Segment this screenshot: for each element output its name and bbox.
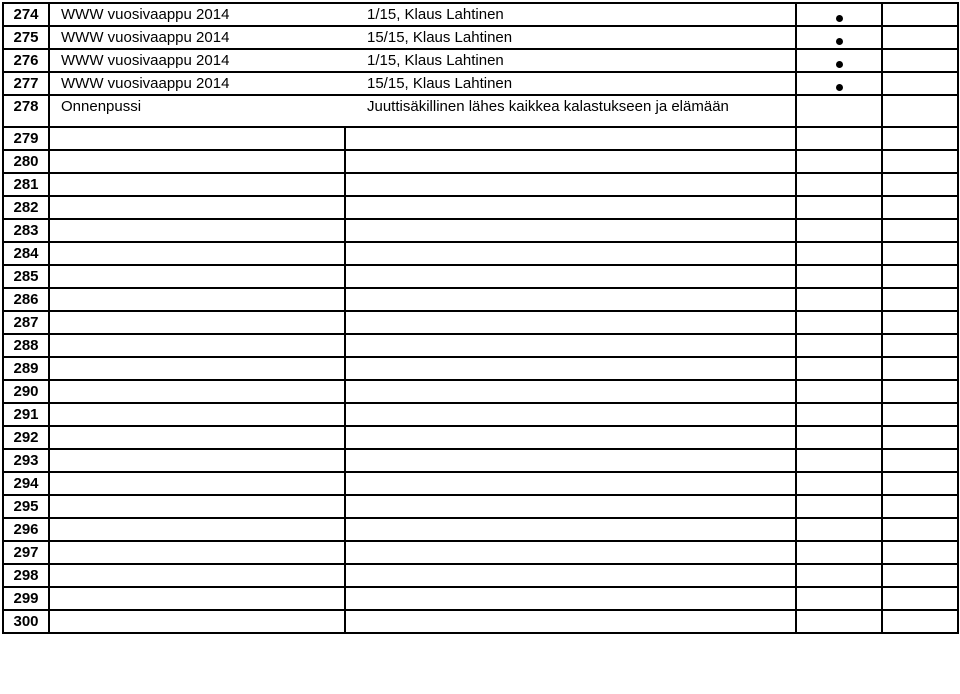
row-number: 281 bbox=[3, 173, 49, 196]
item-description: 15/15, Klaus Lahtinen bbox=[345, 72, 796, 95]
row-number: 282 bbox=[3, 196, 49, 219]
item-description bbox=[345, 288, 796, 311]
row-number: 275 bbox=[3, 26, 49, 49]
mark-cell bbox=[796, 242, 882, 265]
row-number: 274 bbox=[3, 3, 49, 26]
table-row bbox=[3, 150, 958, 173]
item-title bbox=[49, 403, 345, 426]
blank-cell bbox=[882, 95, 958, 127]
mark-cell bbox=[796, 357, 882, 380]
blank-cell bbox=[882, 3, 958, 26]
mark-cell bbox=[796, 95, 882, 127]
item-description bbox=[345, 334, 796, 357]
row-number: 298 bbox=[3, 564, 49, 587]
item-description bbox=[345, 449, 796, 472]
table-row bbox=[3, 472, 958, 495]
mark-cell bbox=[796, 72, 882, 95]
item-title bbox=[49, 196, 345, 219]
item-description bbox=[345, 472, 796, 495]
blank-cell bbox=[882, 49, 958, 72]
item-description bbox=[345, 541, 796, 564]
item-description: 15/15, Klaus Lahtinen bbox=[345, 26, 796, 49]
mark-cell bbox=[796, 49, 882, 72]
mark-cell bbox=[796, 495, 882, 518]
item-title: Onnenpussi bbox=[49, 95, 345, 127]
bullet-dot-icon bbox=[836, 15, 843, 22]
item-description bbox=[345, 564, 796, 587]
item-title bbox=[49, 219, 345, 242]
bullet-dot-icon bbox=[836, 38, 843, 45]
table-row bbox=[3, 196, 958, 219]
item-description bbox=[345, 127, 796, 150]
row-number: 296 bbox=[3, 518, 49, 541]
item-title: WWW vuosivaappu 2014 bbox=[49, 49, 345, 72]
blank-cell bbox=[882, 311, 958, 334]
table-row bbox=[3, 564, 958, 587]
row-number: 292 bbox=[3, 426, 49, 449]
item-description bbox=[345, 219, 796, 242]
item-title bbox=[49, 541, 345, 564]
item-description: Juuttisäkillinen lähes kaikkea kalastukseen ja elämään bbox=[345, 95, 796, 127]
row-number: 276 bbox=[3, 49, 49, 72]
table-row bbox=[3, 242, 958, 265]
item-description bbox=[345, 426, 796, 449]
row-number: 288 bbox=[3, 334, 49, 357]
table-row bbox=[3, 449, 958, 472]
item-description bbox=[345, 242, 796, 265]
table-row bbox=[3, 518, 958, 541]
blank-cell bbox=[882, 219, 958, 242]
row-number: 299 bbox=[3, 587, 49, 610]
mark-cell bbox=[796, 472, 882, 495]
item-description bbox=[345, 311, 796, 334]
item-title: WWW vuosivaappu 2014 bbox=[49, 3, 345, 26]
mark-cell bbox=[796, 449, 882, 472]
blank-cell bbox=[882, 72, 958, 95]
row-number: 283 bbox=[3, 219, 49, 242]
mark-cell bbox=[796, 265, 882, 288]
table-row bbox=[3, 357, 958, 380]
row-number: 279 bbox=[3, 127, 49, 150]
mark-cell bbox=[796, 173, 882, 196]
item-title bbox=[49, 150, 345, 173]
item-title bbox=[49, 173, 345, 196]
item-title bbox=[49, 426, 345, 449]
item-title bbox=[49, 587, 345, 610]
mark-cell bbox=[796, 196, 882, 219]
bullet-dot-icon bbox=[836, 61, 843, 68]
row-number: 285 bbox=[3, 265, 49, 288]
bullet-dot-icon bbox=[836, 84, 843, 91]
mark-cell bbox=[796, 380, 882, 403]
blank-cell bbox=[882, 495, 958, 518]
row-number: 291 bbox=[3, 403, 49, 426]
row-number: 284 bbox=[3, 242, 49, 265]
item-title bbox=[49, 472, 345, 495]
blank-cell bbox=[882, 127, 958, 150]
table-row bbox=[3, 334, 958, 357]
blank-cell bbox=[882, 26, 958, 49]
item-title bbox=[49, 380, 345, 403]
mark-cell bbox=[796, 334, 882, 357]
blank-cell bbox=[882, 403, 958, 426]
blank-cell bbox=[882, 541, 958, 564]
blank-cell bbox=[882, 242, 958, 265]
item-description bbox=[345, 150, 796, 173]
blank-cell bbox=[882, 265, 958, 288]
row-number: 287 bbox=[3, 311, 49, 334]
table-row bbox=[3, 265, 958, 288]
mark-cell bbox=[796, 150, 882, 173]
mark-cell bbox=[796, 518, 882, 541]
mark-cell bbox=[796, 3, 882, 26]
row-number: 295 bbox=[3, 495, 49, 518]
item-title bbox=[49, 127, 345, 150]
table-row bbox=[3, 288, 958, 311]
table-row bbox=[3, 72, 958, 95]
table-row bbox=[3, 403, 958, 426]
table-row bbox=[3, 380, 958, 403]
row-number: 297 bbox=[3, 541, 49, 564]
mark-cell bbox=[796, 26, 882, 49]
row-number: 300 bbox=[3, 610, 49, 633]
item-title: WWW vuosivaappu 2014 bbox=[49, 26, 345, 49]
mark-cell bbox=[796, 610, 882, 633]
table-row bbox=[3, 3, 958, 26]
item-title bbox=[49, 357, 345, 380]
table-row bbox=[3, 95, 958, 127]
item-title: WWW vuosivaappu 2014 bbox=[49, 72, 345, 95]
table-row bbox=[3, 26, 958, 49]
item-description bbox=[345, 380, 796, 403]
mark-cell bbox=[796, 288, 882, 311]
blank-cell bbox=[882, 288, 958, 311]
row-number: 278 bbox=[3, 95, 49, 127]
item-title bbox=[49, 242, 345, 265]
item-title bbox=[49, 518, 345, 541]
item-title bbox=[49, 288, 345, 311]
catalog-rows bbox=[3, 3, 958, 633]
mark-cell bbox=[796, 127, 882, 150]
blank-cell bbox=[882, 587, 958, 610]
item-description bbox=[345, 357, 796, 380]
blank-cell bbox=[882, 610, 958, 633]
item-description bbox=[345, 495, 796, 518]
table-row bbox=[3, 173, 958, 196]
item-description: 1/15, Klaus Lahtinen bbox=[345, 3, 796, 26]
table-row bbox=[3, 426, 958, 449]
mark-cell bbox=[796, 564, 882, 587]
row-number: 286 bbox=[3, 288, 49, 311]
item-title bbox=[49, 564, 345, 587]
row-number: 294 bbox=[3, 472, 49, 495]
table-row bbox=[3, 127, 958, 150]
item-description: 1/15, Klaus Lahtinen bbox=[345, 49, 796, 72]
item-title bbox=[49, 610, 345, 633]
mark-cell bbox=[796, 426, 882, 449]
catalog-table bbox=[2, 2, 959, 634]
table-row bbox=[3, 541, 958, 564]
item-description bbox=[345, 196, 796, 219]
item-description bbox=[345, 587, 796, 610]
item-description bbox=[345, 403, 796, 426]
row-number: 289 bbox=[3, 357, 49, 380]
row-number: 290 bbox=[3, 380, 49, 403]
table-row bbox=[3, 610, 958, 633]
blank-cell bbox=[882, 150, 958, 173]
blank-cell bbox=[882, 173, 958, 196]
item-description bbox=[345, 173, 796, 196]
table-row bbox=[3, 49, 958, 72]
mark-cell bbox=[796, 587, 882, 610]
item-description bbox=[345, 610, 796, 633]
blank-cell bbox=[882, 380, 958, 403]
table-row bbox=[3, 219, 958, 242]
blank-cell bbox=[882, 334, 958, 357]
mark-cell bbox=[796, 219, 882, 242]
blank-cell bbox=[882, 564, 958, 587]
item-title bbox=[49, 265, 345, 288]
item-title bbox=[49, 334, 345, 357]
item-description bbox=[345, 265, 796, 288]
mark-cell bbox=[796, 541, 882, 564]
blank-cell bbox=[882, 426, 958, 449]
row-number: 277 bbox=[3, 72, 49, 95]
item-title bbox=[49, 311, 345, 334]
row-number: 293 bbox=[3, 449, 49, 472]
mark-cell bbox=[796, 403, 882, 426]
blank-cell bbox=[882, 449, 958, 472]
item-title bbox=[49, 449, 345, 472]
blank-cell bbox=[882, 518, 958, 541]
table-row bbox=[3, 587, 958, 610]
mark-cell bbox=[796, 311, 882, 334]
table-row bbox=[3, 311, 958, 334]
item-description bbox=[345, 518, 796, 541]
table-row bbox=[3, 495, 958, 518]
row-number: 280 bbox=[3, 150, 49, 173]
blank-cell bbox=[882, 196, 958, 219]
blank-cell bbox=[882, 472, 958, 495]
item-title bbox=[49, 495, 345, 518]
blank-cell bbox=[882, 357, 958, 380]
